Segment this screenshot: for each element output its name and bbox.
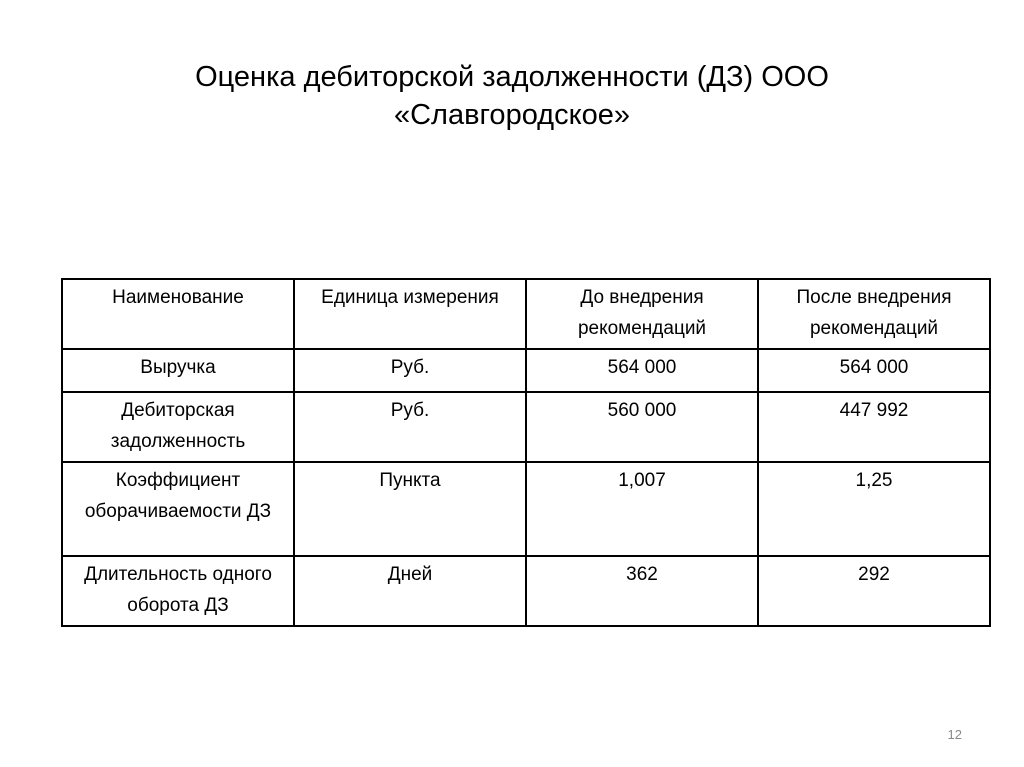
cell-after: 564 000 <box>758 349 990 392</box>
cell-name: Длительность одного оборота ДЗ <box>62 556 294 626</box>
debt-assessment-table <box>61 278 991 627</box>
cell-name: Коэффициент оборачиваемости ДЗ <box>62 462 294 556</box>
header-unit: Единица измерения <box>294 279 526 349</box>
cell-unit: Руб. <box>294 349 526 392</box>
cell-after: 1,25 <box>758 462 990 556</box>
table-row <box>62 392 990 462</box>
cell-name: Дебиторская задолженность <box>62 392 294 462</box>
table-row <box>62 556 990 626</box>
cell-name: Выручка <box>62 349 294 392</box>
page-number: 12 <box>947 727 962 742</box>
table-header-row <box>62 279 990 349</box>
cell-unit: Дней <box>294 556 526 626</box>
cell-after: 447 992 <box>758 392 990 462</box>
cell-before: 362 <box>526 556 758 626</box>
header-name: Наименование <box>62 279 294 349</box>
slide-title-line-1: Оценка дебиторской задолженности (ДЗ) ООО <box>195 61 829 93</box>
cell-before: 560 000 <box>526 392 758 462</box>
header-after: После внедрения рекомендаций <box>758 279 990 349</box>
header-before: До внедрения рекомендаций <box>526 279 758 349</box>
cell-unit: Пункта <box>294 462 526 556</box>
slide-title-line-2: «Славгородское» <box>393 99 631 131</box>
table-row <box>62 462 990 556</box>
cell-unit: Руб. <box>294 392 526 462</box>
table-container <box>61 278 989 627</box>
table-row <box>62 349 990 392</box>
cell-before: 564 000 <box>526 349 758 392</box>
cell-after: 292 <box>758 556 990 626</box>
slide-title <box>0 58 1024 134</box>
cell-before: 1,007 <box>526 462 758 556</box>
